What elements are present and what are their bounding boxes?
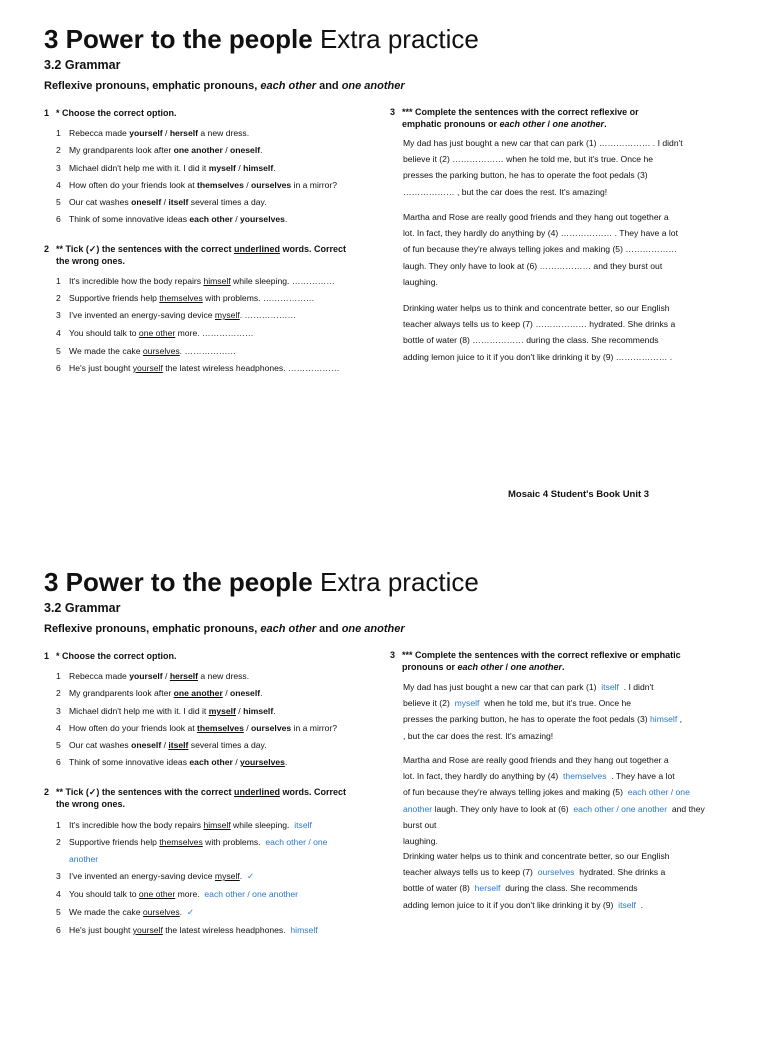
answer-key-page xyxy=(0,543,768,1055)
list-item: 6 He's just bought yourself the latest wireless headphones. ……………… xyxy=(56,363,340,373)
page-title: 3 Power to the people Extra practice xyxy=(44,24,479,54)
exercise-1-heading: 1 * Choose the correct option. xyxy=(44,651,177,661)
list-item: 2 My grandparents look after one another / oneself. xyxy=(56,688,263,698)
paragraph: Martha and Rose are really good friends and they hang out together a lot. In fact, they hardly do anything by (4) themselves . They have a lot of fun because they're always telling jokes and making (5) each other / one another laugh. They only have to look at (6) each other / one another and they burst out laughing. xyxy=(403,755,705,847)
check-icon: ✓ xyxy=(186,907,195,917)
answer: each other / one xyxy=(265,837,328,847)
section-heading: 3.2 Grammar xyxy=(44,58,121,72)
list-item: 6 Think of some innovative ideas each other / yourselves. xyxy=(56,757,288,767)
exercise-3-heading: 3 *** Complete the sentences with the correct reflexive or emphatic pronouns or each other / one another. xyxy=(390,107,639,129)
list-item: 4 How often do your friends look at themselves / ourselves in a mirror? xyxy=(56,180,338,190)
list-item: 4 You should talk to one other more. ……………… xyxy=(56,328,254,338)
list-item-continuation xyxy=(69,853,98,865)
paragraph: Drinking water helps us to think and concentrate better, so our English teacher always tells us to keep (7) ourselves hydrated. She drinks a bottle of water (8) herself during the class. She recommends adding lemon juice to it if you don't like drinking it by (9) itself . xyxy=(403,851,670,910)
answer: each other / one another xyxy=(204,889,299,899)
answer: myself xyxy=(454,698,480,709)
list-item: 5 We made the cake ourselves. ……………… xyxy=(56,346,237,356)
list-item: 4 How often do your friends look at themselves / ourselves in a mirror? xyxy=(56,723,338,733)
list-item: 3 Michael didn't help me with it. I did it myself / himself. xyxy=(56,706,276,716)
list-item: 6 Think of some innovative ideas each other / yourselves. xyxy=(56,214,288,224)
answer: another xyxy=(69,854,99,864)
list-item: 4 You should talk to one other more. each other / one another xyxy=(56,889,299,899)
answer: itself xyxy=(294,820,312,830)
list-item: 2 Supportive friends help themselves with problems. ……………… xyxy=(56,293,315,303)
exercise-1-heading: 1 * Choose the correct option. xyxy=(44,108,177,118)
list-item: 1 It's incredible how the body repairs himself while sleeping. …………… xyxy=(56,276,335,286)
paragraph: My dad has just bought a new car that can park (1) ……………… . I didn't believe it (2) ……………… when he told me, but it's true. Once he presses the parking button, he has to operate the foot pedals (3) ……………… , but the car does the rest. It's amazing! xyxy=(403,138,683,197)
list-item: 1 Rebecca made yourself / herself a new dress. xyxy=(56,671,250,681)
answer: themselves xyxy=(563,771,607,782)
answer: himself xyxy=(290,925,318,935)
answer: each other / one another xyxy=(573,803,668,814)
answer: each other / one xyxy=(627,787,690,798)
paragraph: My dad has just bought a new car that can park (1) itself . I didn't believe it (2) myself when he told me, but it's true. Once he presses the parking button, he has to operate the foot pedals (3) himself , , but the car does the rest. It's amazing! xyxy=(403,682,683,741)
list-item: 1 Rebecca made yourself / herself a new dress. xyxy=(56,128,250,138)
list-item: 5 We made the cake ourselves. ✓ xyxy=(56,907,195,917)
list-item: 3 Michael didn't help me with it. I did it myself / himself. xyxy=(56,163,276,173)
check-icon: ✓ xyxy=(246,871,255,881)
page-title: 3 Power to the people Extra practice xyxy=(44,567,479,597)
list-item: 3 I've invented an energy-saving device myself. ……………… xyxy=(56,310,297,320)
list-item: 5 Our cat washes oneself / itself several times a day. xyxy=(56,740,267,750)
list-item: 6 He's just bought yourself the latest wireless headphones. himself xyxy=(56,925,318,935)
exercise-2-heading: 2 ** Tick (✓) the sentences with the correct underlined words. Correct the wrong ones. xyxy=(44,787,346,809)
list-item: 2 Supportive friends help themselves with problems. each other / one xyxy=(56,837,328,847)
paragraph: Martha and Rose are really good friends and they hang out together a lot. In fact, they hardly do anything by (4) ……………… . They have a lot of fun because they're always telling jokes and making (5) ……………… laugh. They only have to look at (6) ……………… and they burst out laughing. xyxy=(403,212,678,287)
section-heading: 3.2 Grammar xyxy=(44,601,121,615)
topic-line: Reflexive pronouns, emphatic pronouns, each other and one another xyxy=(44,623,405,635)
footer-credit: Mosaic 4 Student's Book Unit 3 xyxy=(508,489,650,500)
answer: himself xyxy=(650,714,678,725)
worksheet-page xyxy=(0,0,768,512)
topic-line: Reflexive pronouns, emphatic pronouns, each other and one another xyxy=(44,80,405,92)
paragraph: Drinking water helps us to think and concentrate better, so our English teacher always tells us to keep (7) ……………… hydrated. She drinks a bottle of water (8) ……………… during the class. She recommends adding lemon juice to it if you don't like drinking it by (9) ……………… . xyxy=(403,303,676,362)
list-item: 3 I've invented an energy-saving device myself. ✓ xyxy=(56,871,255,881)
list-item: 5 Our cat washes oneself / itself several times a day. xyxy=(56,197,267,207)
list-item: 1 It's incredible how the body repairs himself while sleeping. itself xyxy=(56,820,312,830)
answer: another xyxy=(403,803,433,814)
exercise-2-heading: 2 ** Tick (✓) the sentences with the correct underlined words. Correct the wrong ones. xyxy=(44,244,346,266)
answer: herself xyxy=(474,883,501,894)
answer: itself xyxy=(618,899,636,910)
exercise-3-heading: 3 *** Complete the sentences with the correct reflexive or emphatic pronouns or each other / one another. xyxy=(390,650,681,672)
answer: itself xyxy=(601,682,619,692)
list-item: 2 My grandparents look after one another / oneself. xyxy=(56,145,263,155)
answer: ourselves xyxy=(537,867,575,878)
